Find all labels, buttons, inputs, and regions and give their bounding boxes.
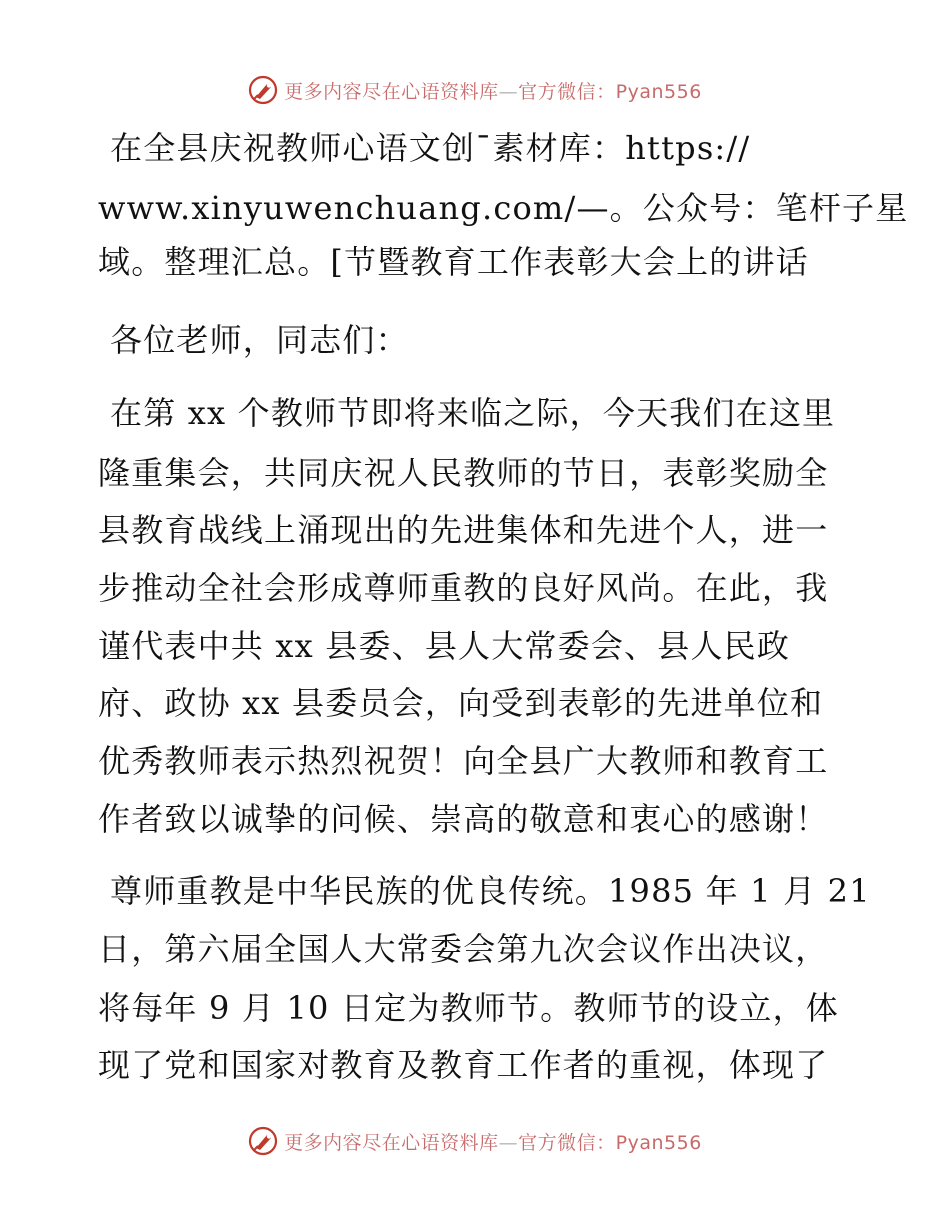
- text-line: 优秀教师表示热烈祝贺！向全县广大教师和教育工: [98, 742, 829, 780]
- footer-banner-content: [248, 1126, 702, 1156]
- footer-banner-dash: —: [498, 1131, 519, 1154]
- text-line: 在第 xx 个教师节即将来临之际，今天我们在这里: [110, 394, 836, 432]
- footer-banner-text: [284, 1128, 702, 1155]
- text-line: 现了党和国家对教育及教育工作者的重视，体现了: [98, 1046, 829, 1084]
- text-line: 尊师重教是中华民族的优良传统。1985 年 1 月 21: [110, 872, 871, 910]
- text-line: 谨代表中共 xx 县委、县人大常委会、县人民政: [98, 627, 791, 665]
- footer-banner-main: 更多内容尽在心语资料库: [284, 1131, 499, 1154]
- text-line: 域。整理汇总。[节暨教育工作表彰大会上的讲话: [98, 243, 809, 281]
- footer-banner-suffix: 官方微信：Pyan556: [518, 1131, 702, 1154]
- text-line: 在全县庆祝教师心语文创¯素材库：https://: [110, 129, 751, 167]
- pen-nib-circle-icon: [248, 1126, 278, 1156]
- text-line: 隆重集会，共同庆祝人民教师的节日，表彰奖励全: [98, 454, 829, 492]
- text-line: 府、政协 xx 县委员会，向受到表彰的先进单位和: [98, 684, 824, 722]
- text-line: 各位老师，同志们：: [110, 321, 409, 359]
- header-banner-suffix: 官方微信：Pyan556: [518, 80, 702, 103]
- header-banner-dash: —: [498, 80, 519, 103]
- text-line: 县教育战线上涌现出的先进集体和先进个人，进一: [98, 511, 829, 549]
- text-line: 作者致以诚挚的问候、崇高的敬意和衷心的感谢！: [98, 800, 829, 838]
- footer-banner: [0, 1121, 950, 1161]
- text-line: 日，第六届全国人大常委会第九次会议作出决议，: [98, 930, 829, 968]
- header-banner-main: 更多内容尽在心语资料库: [284, 80, 499, 103]
- text-line: 步推动全社会形成尊师重教的良好风尚。在此，我: [98, 569, 829, 607]
- text-line: 将每年 9 月 10 日定为教师节。教师节的设立，体: [98, 989, 839, 1027]
- text-line: www.xinyuwenchuang.com/—。公众号：笔杆子星: [98, 189, 909, 227]
